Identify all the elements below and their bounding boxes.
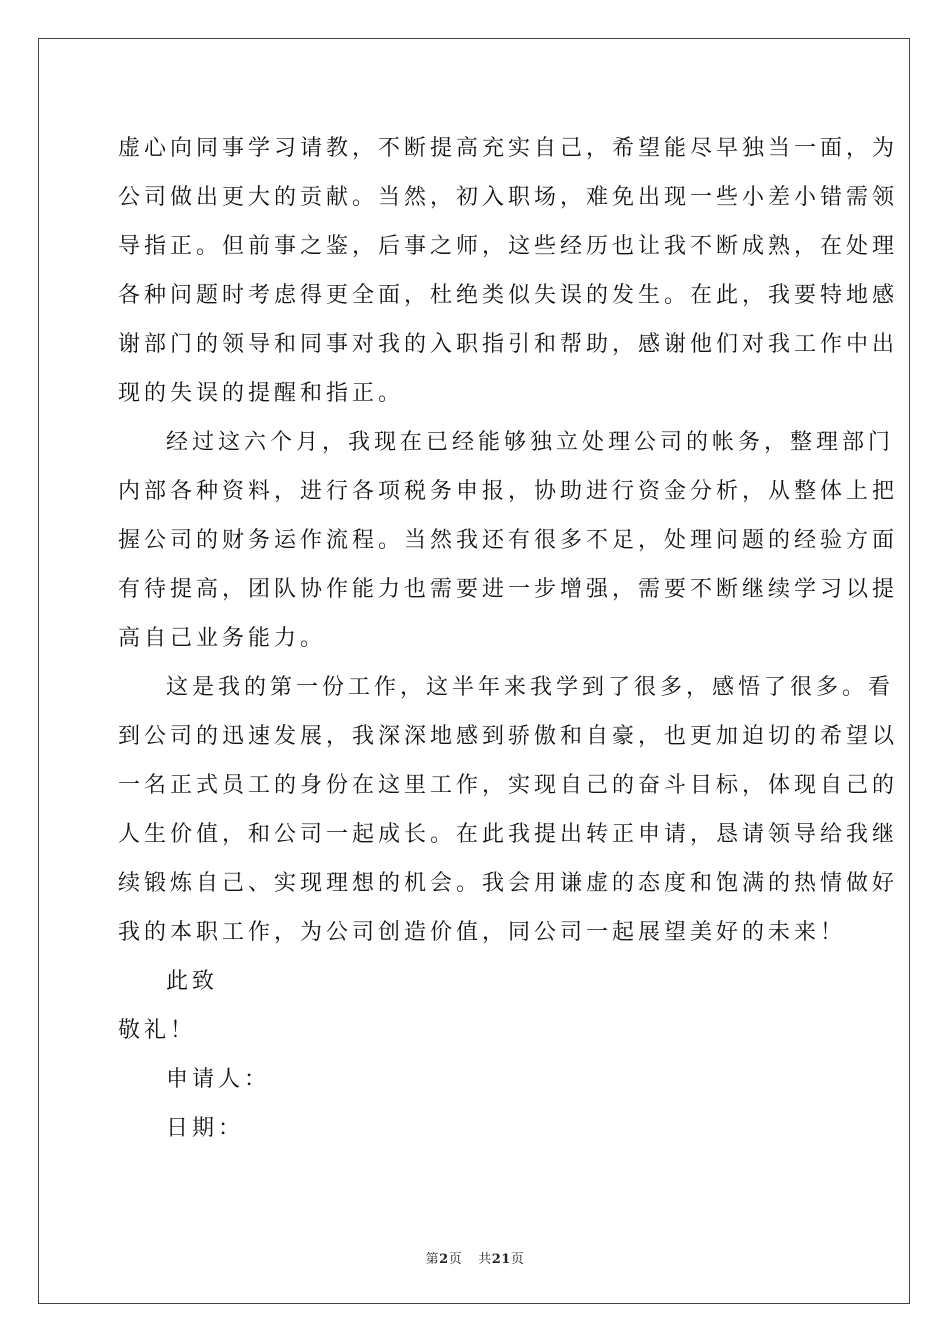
paragraph-line: 一名正式员工的身份在这里工作，实现自己的奋斗目标，体现自己的	[118, 773, 899, 798]
paragraph-line: 握公司的财务运作流程。当然我还有很多不足，处理问题的经验方面	[118, 528, 899, 553]
document-body	[118, 124, 899, 1153]
total-suffix: 页	[510, 1252, 525, 1267]
page-prefix: 第	[425, 1252, 440, 1267]
total-prefix: 共	[478, 1252, 492, 1267]
paragraph-line: 虚心向同事学习请教，不断提高充实自己，希望能尽早独当一面，为	[118, 136, 899, 161]
paragraph-line: 有待提高，团队协作能力也需要进一步增强，需要不断继续学习以提	[118, 577, 899, 602]
paragraph-line: 内部各种资料，进行各项税务申报，协助进行资金分析，从整体上把	[118, 479, 899, 504]
paragraph-line: 谢部门的领导和同事对我的入职指引和帮助，感谢他们对我工作中出	[118, 332, 899, 357]
paragraph-line: 经过这六个月，我现在已经能够独立处理公司的帐务，整理部门	[166, 430, 895, 455]
page-number: 2	[439, 1252, 449, 1267]
date-label: 日期：	[166, 1116, 245, 1141]
paragraph-line: 续锻炼自己、实现理想的机会。我会用谦虚的态度和饱满的热情做好	[118, 871, 899, 896]
paragraph-line: 现的失误的提醒和指正。	[118, 381, 405, 406]
paragraph-line: 公司做出更大的贡献。当然，初入职场，难免出现一些小差小错需领	[118, 185, 899, 210]
paragraph-line: 人生价值，和公司一起成长。在此我提出转正申请，恳请领导给我继	[118, 822, 899, 847]
paragraph-line: 这是我的第一份工作，这半年来我学到了很多，感悟了很多。看	[166, 675, 895, 700]
paragraph-line: 我的本职工作，为公司创造价值，同公司一起展望美好的未来！	[118, 920, 847, 945]
closing-salutation: 此致	[166, 969, 219, 994]
paragraph-line: 高自己业务能力。	[118, 626, 327, 651]
paragraph-line: 导指正。但前事之鉴，后事之师，这些经历也让我不断成熟，在处理	[118, 234, 899, 259]
paragraph-line: 各种问题时考虑得更全面，杜绝类似失误的发生。在此，我要特地感	[118, 283, 899, 308]
applicant-label: 申请人：	[166, 1067, 271, 1092]
closing-respect: 敬礼！	[118, 1018, 197, 1043]
page-footer	[0, 1248, 950, 1267]
paragraph-line: 到公司的迅速发展，我深深地感到骄傲和自豪，也更加迫切的希望以	[118, 724, 899, 749]
total-pages: 21	[491, 1252, 511, 1267]
page-suffix: 页	[448, 1252, 463, 1267]
